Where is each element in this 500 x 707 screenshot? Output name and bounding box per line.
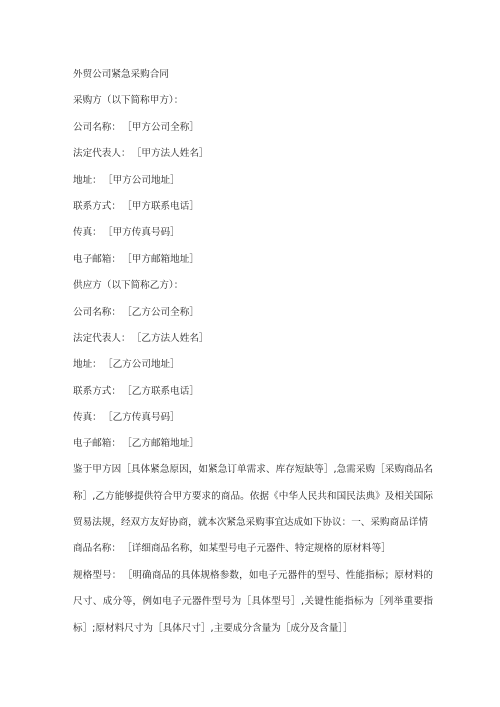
buyer-contact-label: 联系方式：: [73, 200, 121, 212]
supplier-company-value: ［乙方公司全称］: [126, 306, 199, 318]
spec-paragraph: [73, 563, 433, 642]
supplier-address-line: [73, 358, 433, 371]
buyer-address-line: [73, 174, 433, 187]
supplier-fax-line: [73, 411, 433, 424]
buyer-fax-line: [73, 226, 433, 239]
buyer-email-line: [73, 253, 433, 266]
buyer-fax-label: 传真：: [73, 227, 102, 239]
supplier-rep-line: [73, 332, 433, 345]
supplier-email-line: [73, 437, 433, 450]
contract-title: 外贸公司紧急采购合同: [73, 69, 169, 80]
supplier-contact-value: ［乙方联系电话］: [126, 385, 199, 397]
spec-label: 规格型号：: [73, 569, 122, 581]
product-name-paragraph: [73, 536, 433, 562]
buyer-address-label: 地址：: [73, 174, 102, 186]
supplier-company-label: 公司名称：: [73, 306, 121, 318]
buyer-address-value: ［甲方公司地址］: [107, 174, 180, 186]
buyer-contact-line: [73, 200, 433, 213]
supplier-email-label: 电子邮箱：: [73, 438, 121, 450]
buyer-company-value: ［甲方公司全称］: [126, 121, 199, 133]
supplier-contact-label: 联系方式：: [73, 385, 121, 397]
buyer-fax-value: ［甲方传真号码］: [107, 227, 180, 239]
buyer-rep-label: 法定代表人：: [73, 148, 131, 160]
supplier-company-line: [73, 306, 433, 319]
buyer-email-value: ［甲方邮箱地址］: [126, 253, 199, 265]
supplier-address-value: ［乙方公司地址］: [107, 359, 180, 371]
product-name-value: ［详细商品名称，如某型号电子元器件、特定规格的原材料等］: [126, 543, 391, 555]
buyer-rep-line: [73, 147, 433, 160]
supplier-rep-value: ［乙方法人姓名］: [136, 332, 209, 344]
supplier-address-label: 地址：: [73, 359, 102, 371]
buyer-contact-value: ［甲方联系电话］: [126, 200, 199, 212]
product-name-label: 商品名称：: [73, 543, 121, 555]
buyer-rep-value: ［甲方法人姓名］: [136, 148, 209, 160]
supplier-email-value: ［乙方邮箱地址］: [126, 438, 199, 450]
spec-value: ［明确商品的具体规格参数，如电子元器件的型号、性能指标；原材料的尺寸、成分等，例如电子元器件型号为［具体型号］,关键性能指标为［列举重要指标］;原材料尺寸为［具体尺寸］,主要成分含量为［成分及含量］］: [73, 569, 434, 634]
buyer-email-label: 电子邮箱：: [73, 253, 121, 265]
supplier-heading: 供应方（以下简称乙方）：: [73, 280, 184, 292]
buyer-company-label: 公司名称：: [73, 121, 121, 133]
supplier-contact-line: [73, 385, 433, 398]
buyer-company-line: [73, 121, 433, 134]
supplier-fax-label: 传真：: [73, 412, 102, 424]
document-body: [73, 68, 433, 642]
preamble-paragraph: 鉴于甲方因［具体紧急原因，如紧急订单需求、库存短缺等］,急需采购［采购商品名称］,乙方能够提供符合甲方要求的商品。依据《中华人民共和国民法典》及相关国际贸易法规，经双方友好协商，就本次紧急采购事宜达成如下协议：一、采购商品详情: [73, 464, 433, 528]
buyer-heading: 采购方（以下简称甲方）：: [73, 95, 184, 107]
supplier-fax-value: ［乙方传真号码］: [107, 412, 180, 424]
supplier-rep-label: 法定代表人：: [73, 332, 131, 344]
